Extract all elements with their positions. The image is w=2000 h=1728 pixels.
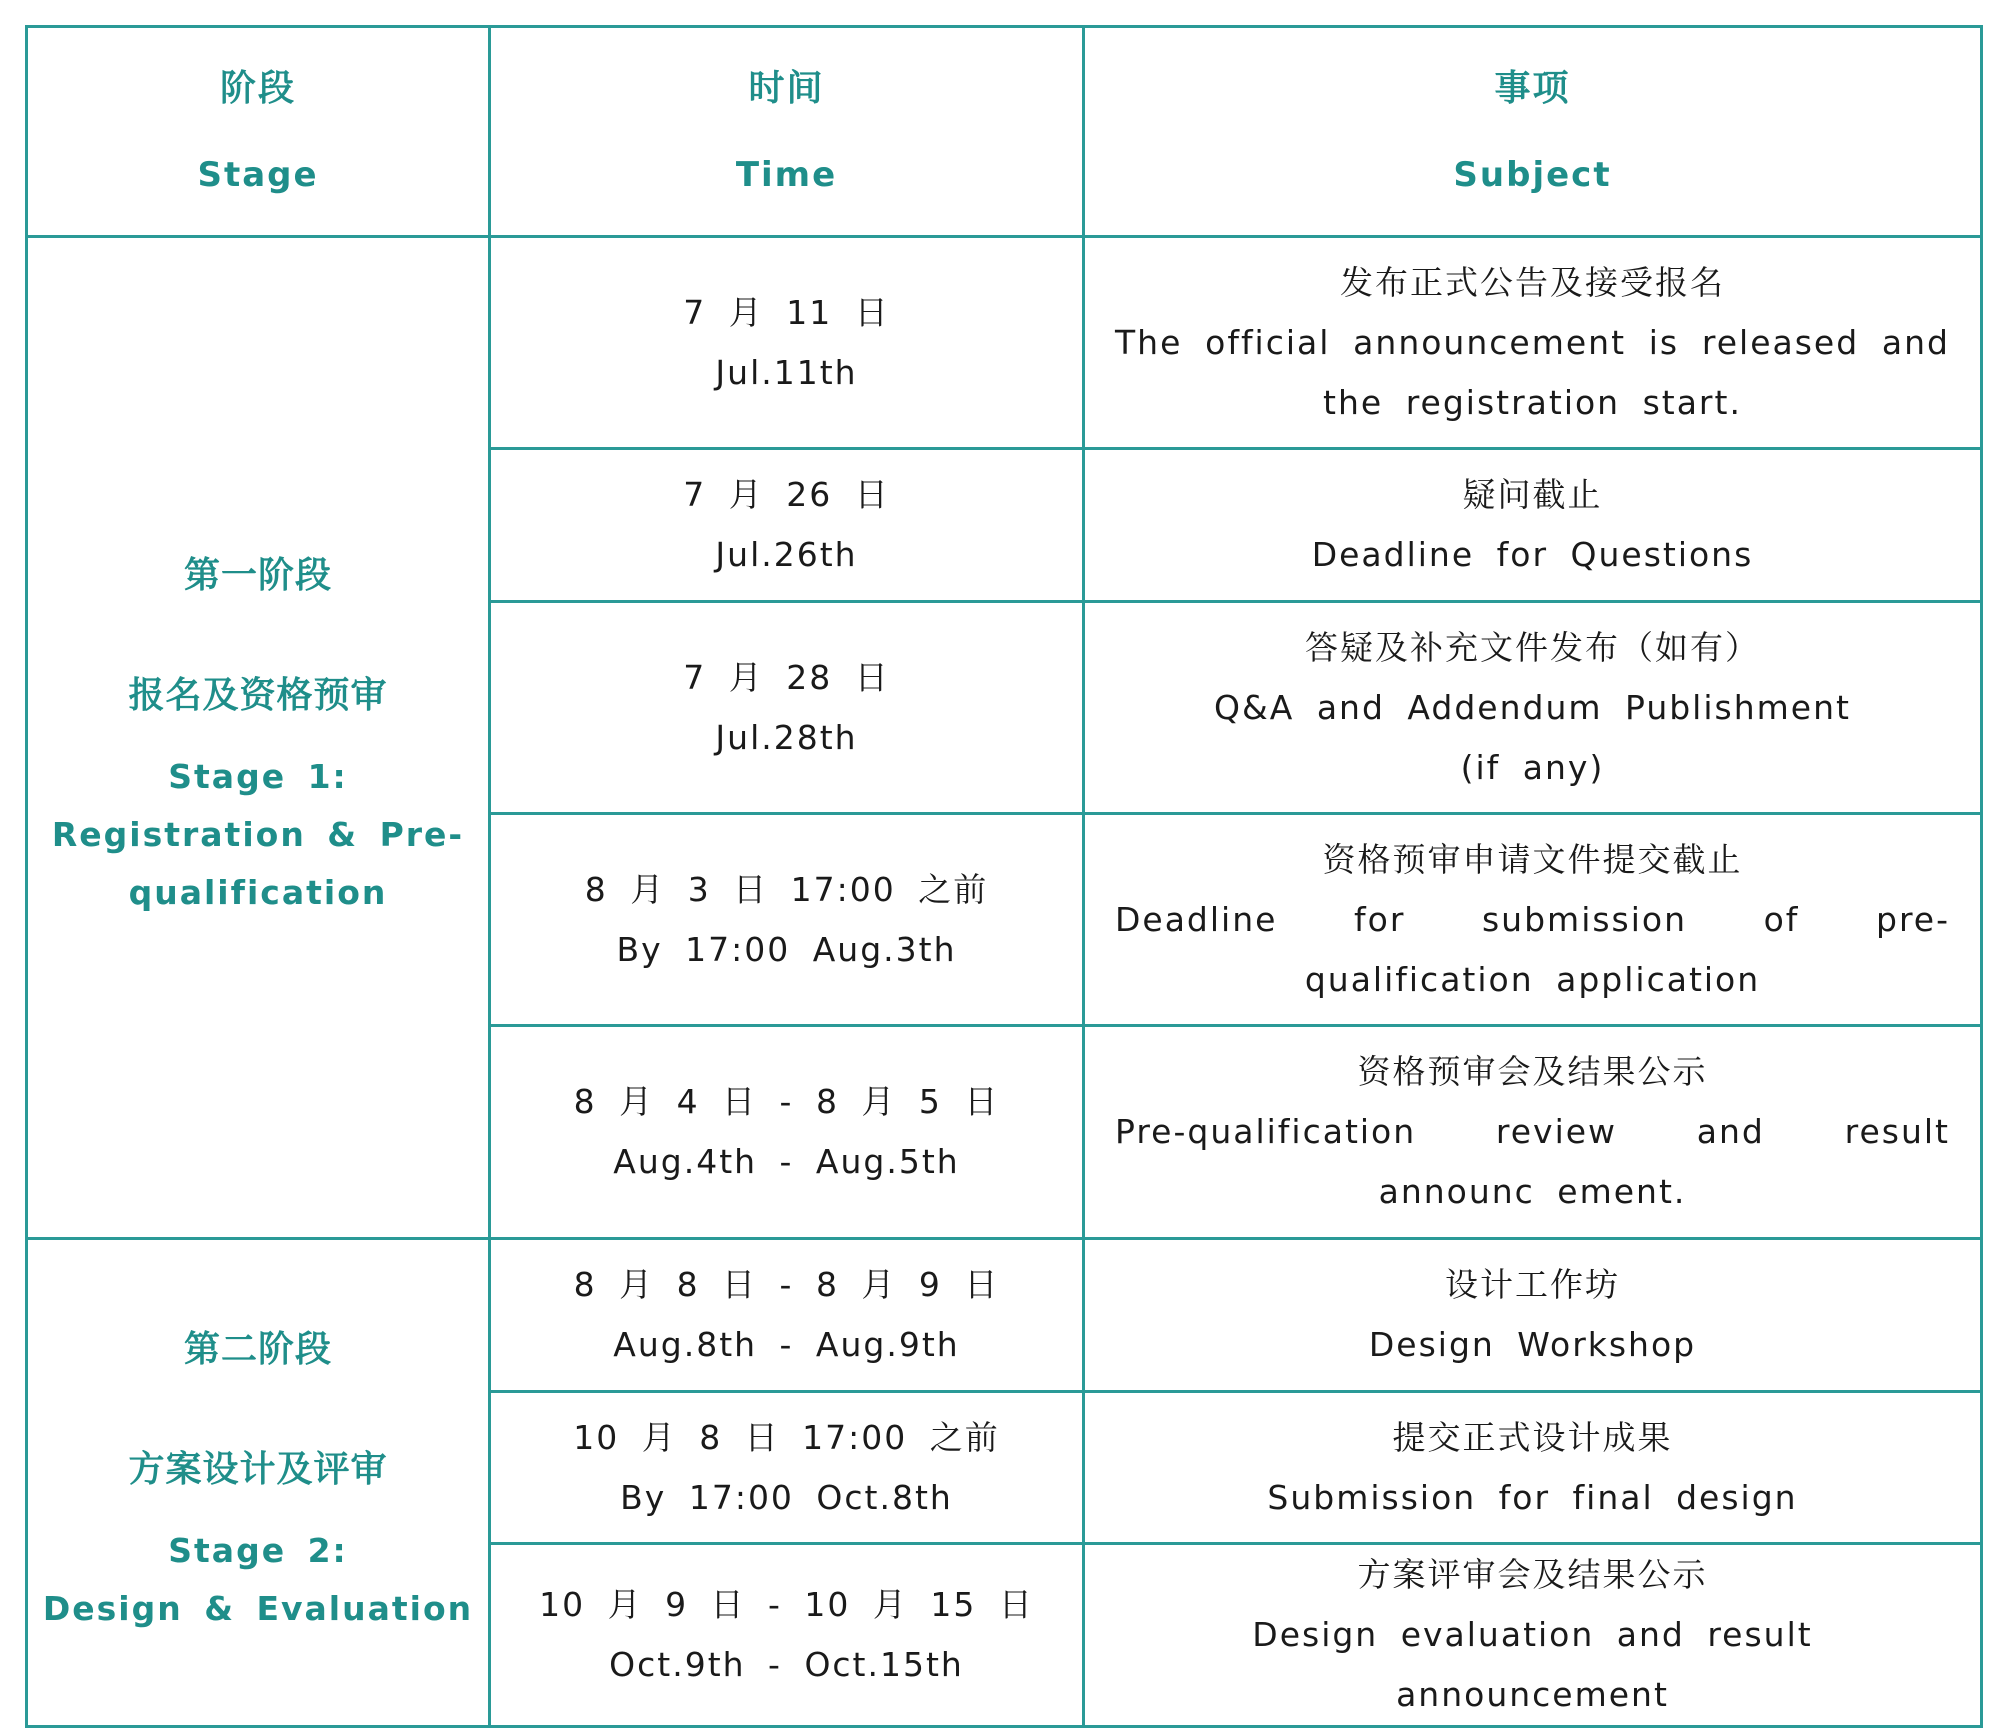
subject-zh: 答疑及补充文件发布（如有） <box>1305 627 1760 667</box>
subject-cell <box>1084 237 1982 449</box>
time-zh: 8 月 4 日 - 8 月 5 日 <box>573 1082 1000 1121</box>
subject-en: Design Workshop <box>1368 1325 1697 1364</box>
time-cell <box>490 1239 1084 1392</box>
time-cell <box>490 237 1084 449</box>
header-subject-en: Subject <box>1453 154 1612 195</box>
stage-1-en-label <box>28 748 488 922</box>
subject-cell <box>1084 814 1982 1026</box>
stage-2-en-line2: Design & Evaluation <box>42 1588 474 1628</box>
header-time-zh: 时间 <box>748 67 825 109</box>
stage-1-zh-title: 第一阶段 <box>183 554 332 596</box>
time-zh: 7 月 26 日 <box>683 475 890 514</box>
header-time <box>490 27 1084 237</box>
subject-cell <box>1084 1544 1982 1727</box>
time-zh: 8 月 8 日 - 8 月 9 日 <box>573 1265 1000 1304</box>
time-cell <box>490 1544 1084 1727</box>
time-zh: 7 月 28 日 <box>683 657 890 697</box>
stage-1-zh-subtitle: 报名及资格预审 <box>128 674 388 716</box>
time-zh: 10 月 9 日 - 10 月 15 日 <box>539 1585 1034 1624</box>
stage-2-cell <box>27 1239 490 1727</box>
table-row <box>27 237 1982 449</box>
stage-2-zh-title: 第二阶段 <box>183 1328 332 1370</box>
time-en: Jul.11th <box>715 352 858 392</box>
time-cell <box>490 1392 1084 1544</box>
table-row <box>27 1239 1982 1392</box>
header-subject-zh: 事项 <box>1494 67 1571 109</box>
time-zh: 8 月 3 日 17:00 之前 <box>584 869 989 909</box>
subject-cell <box>1084 1239 1982 1392</box>
subject-en: Design evaluation and result announcement <box>1252 1615 1813 1714</box>
header-subject <box>1084 27 1982 237</box>
subject-cell <box>1084 1392 1982 1544</box>
stage-1-cell <box>27 237 490 1239</box>
subject-cell <box>1084 1026 1982 1239</box>
subject-zh: 资格预审会及结果公示 <box>1357 1052 1708 1091</box>
subject-zh: 设计工作坊 <box>1445 1265 1620 1304</box>
stage-2-en-line1: Stage 2: <box>168 1530 348 1570</box>
time-en: Aug.8th - Aug.9th <box>613 1325 960 1364</box>
subject-en-note: (if any) <box>1460 747 1605 787</box>
header-stage <box>27 27 490 237</box>
subject-cell <box>1084 449 1982 602</box>
time-zh: 7 月 11 日 <box>683 292 890 332</box>
header-time-en: Time <box>735 154 838 195</box>
header-stage-en: Stage <box>197 154 319 195</box>
time-en: Jul.26th <box>715 535 858 574</box>
subject-en: The official announcement is released and the registration start. <box>1115 322 1950 422</box>
schedule-table <box>25 25 1983 1728</box>
header-row <box>27 27 1982 237</box>
subject-zh: 发布正式公告及接受报名 <box>1340 262 1725 302</box>
subject-zh: 提交正式设计成果 <box>1392 1417 1673 1457</box>
subject-zh: 疑问截止 <box>1462 475 1603 514</box>
stage-2-en-label <box>28 1522 488 1638</box>
time-en: Oct.9th - Oct.15th <box>609 1645 964 1684</box>
subject-en: Pre-qualification review and result announc ement. <box>1115 1112 1950 1211</box>
subject-en: Deadline for Questions <box>1311 535 1754 574</box>
time-cell <box>490 1026 1084 1239</box>
stage-1-en-line3: qualification <box>128 872 388 912</box>
stage-2-zh-subtitle: 方案设计及评审 <box>128 1448 388 1490</box>
subject-en: Deadline for submission of pre-qualification application <box>1115 899 1950 999</box>
subject-cell <box>1084 602 1982 814</box>
stage-1-en-line1: Stage 1: <box>168 756 348 796</box>
time-cell <box>490 449 1084 602</box>
time-cell <box>490 602 1084 814</box>
subject-en: Submission for final design <box>1267 1477 1798 1517</box>
time-en: Aug.4th - Aug.5th <box>613 1142 960 1181</box>
time-zh: 10 月 8 日 17:00 之前 <box>573 1417 1000 1457</box>
time-en: Jul.28th <box>715 717 858 757</box>
time-cell <box>490 814 1084 1026</box>
time-en: By 17:00 Oct.8th <box>620 1477 953 1517</box>
stage-1-en-line2: Registration & Pre- <box>51 814 465 854</box>
subject-en: Q&A and Addendum Publishment <box>1214 687 1851 727</box>
header-stage-zh: 阶段 <box>219 67 296 109</box>
time-en: By 17:00 Aug.3th <box>616 929 957 969</box>
subject-zh: 资格预审申请文件提交截止 <box>1322 839 1743 879</box>
subject-zh: 方案评审会及结果公示 <box>1357 1555 1708 1594</box>
